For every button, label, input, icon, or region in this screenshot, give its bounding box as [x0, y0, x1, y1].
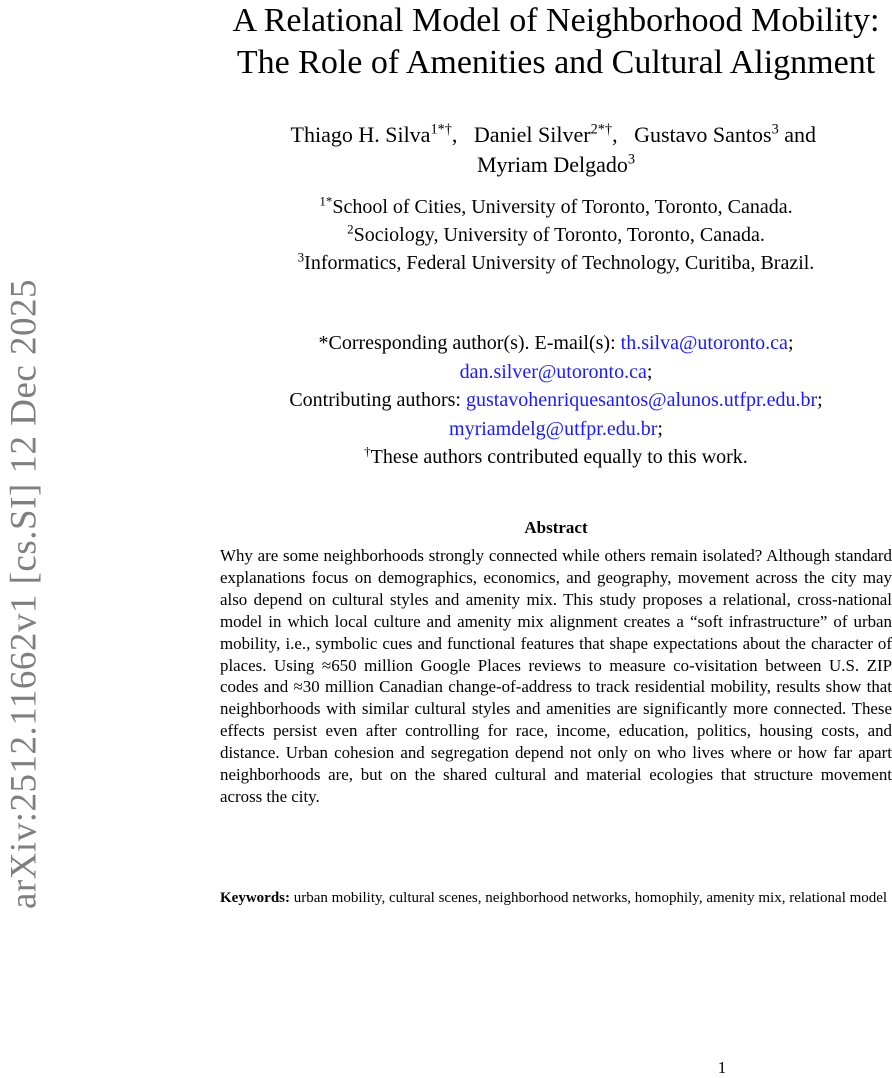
email-link[interactable]: th.silva@utoronto.ca [620, 332, 788, 354]
email-separator: ; [787, 332, 794, 354]
page-number-text: 1 [717, 1058, 727, 1077]
title-line-2: The Role of Amenities and Cultural Alignment [236, 44, 876, 81]
email-link[interactable]: gustavohenriquesantos@alunos.utfpr.edu.br [465, 389, 818, 411]
author-name: Daniel Silver [473, 122, 591, 147]
affiliation-mark: 1* [319, 193, 333, 209]
abstract-body: Why are some neighborhoods strongly connected while others remain isolated? Although standard explanations focus on demographics, economics, and geography, movement across the city may also depend on cultural styles and amenity mix. This study proposes a relational, cross-national model in which local culture and amenity mix alignment creates a “soft infrastructure” of urban mobility, i.e., symbolic cues and functional features that shape expectations about the character of places. Using ≈650 million Google Places reviews to measure co-visitation between U.S. ZIP codes and ≈30 million Canadian change-of-address to track residential mobility, results show that neighborhoods with similar cultural styles and amenities are significantly more connected. These effects persist even after controlling for race, income, education, politics, housing costs, and distance. Urban cohesion and segregation depend not only on who lives where or how far apart neighborhoods are, but on the shared cultural and material ecologies that structure movement across the city. [220, 546, 892, 806]
author-list [220, 120, 892, 180]
author-separator: , [612, 122, 629, 147]
abstract-heading: Abstract [524, 518, 588, 537]
author-separator: , [451, 122, 469, 147]
author-marks: 1*† [430, 121, 452, 138]
email-link[interactable]: myriamdelg@utfpr.edu.br [449, 417, 658, 440]
author-name: Gustavo Santos [634, 122, 772, 147]
author-marks: 3 [627, 151, 636, 168]
author-marks: 2*† [590, 121, 613, 138]
affiliation-line [220, 249, 892, 277]
affiliation-line [220, 193, 892, 221]
corresponding-label: *Corresponding author(s). E-mail(s): [318, 332, 621, 354]
arxiv-stamp-text: arXiv:2512.11662v1 [cs.SI] 12 Dec 2025 [3, 278, 45, 910]
contributing-label: Contributing authors: [289, 389, 466, 411]
affiliation-text: Informatics, Federal University of Technology, Curitiba, Brazil. [304, 252, 815, 274]
affiliation-mark: 3 [297, 249, 305, 265]
email-separator: ; [657, 417, 663, 440]
page-number [0, 1058, 892, 1078]
author-marks: 3 [771, 121, 779, 138]
email-link[interactable]: dan.silver@utoronto.ca [459, 360, 647, 383]
affiliation-text: School of Cities, University of Toronto, Toronto, Canada. [332, 196, 793, 218]
author-name: Myriam Delgado [476, 152, 628, 177]
keywords-text: urban mobility, cultural scenes, neighborhood networks, homophily, amenity mix, relational model [293, 890, 888, 906]
author-separator: and [778, 122, 822, 147]
keywords-label: Keywords: [220, 890, 290, 906]
affiliation-mark: 2 [347, 221, 354, 237]
paper-title [220, 0, 892, 84]
author-name: Thiago H. Silva [290, 122, 431, 147]
keywords [220, 888, 892, 908]
correspondence [220, 329, 892, 472]
email-separator: ; [817, 389, 823, 411]
equal-contribution-note: These authors contributed equally to this work. [370, 446, 748, 468]
title-line-1: A Relational Model of Neighborhood Mobility: [232, 2, 880, 39]
affiliation-text: Sociology, University of Toronto, Toronto, Canada. [353, 224, 765, 246]
email-separator: ; [646, 360, 653, 383]
affiliations [220, 193, 892, 277]
dagger-mark: † [364, 443, 371, 459]
affiliation-line [220, 221, 892, 249]
arxiv-stamp [4, 238, 44, 950]
